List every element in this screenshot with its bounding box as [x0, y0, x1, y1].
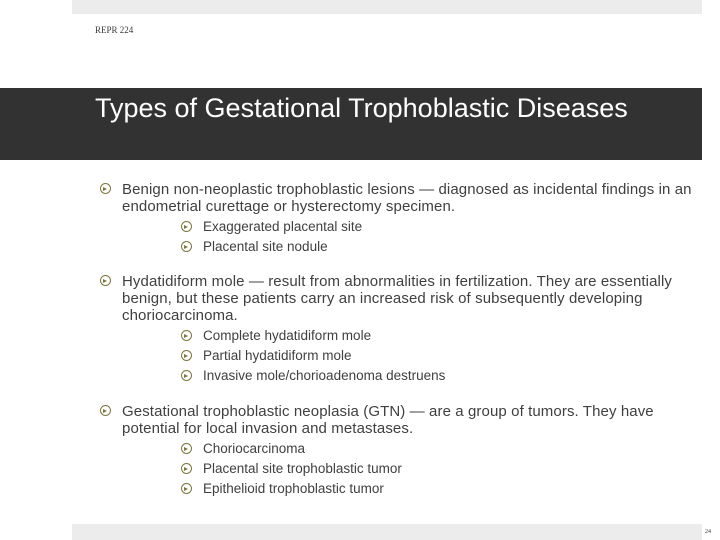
sub-bullet-text: Placental site nodule — [203, 239, 328, 254]
sub-bullet-text: Epithelioid trophoblastic tumor — [203, 481, 384, 496]
sub-bullet-item — [181, 439, 700, 459]
sub-bullet-text: Partial hydatidiform mole — [203, 348, 352, 363]
bullet-arrow-icon — [181, 241, 192, 252]
bullet-arrow-icon — [100, 275, 111, 286]
bullet-arrow-icon — [100, 183, 111, 194]
sub-bullet-item — [181, 459, 700, 479]
bullet-arrow-icon — [181, 463, 192, 474]
bullet-item — [100, 181, 700, 215]
sub-bullet-text: Invasive mole/chorioadenoma destruens — [203, 368, 446, 383]
sub-bullet-item — [181, 217, 700, 237]
sub-bullet-item — [181, 346, 700, 366]
sub-bullet-list — [100, 217, 700, 257]
sub-bullet-text: Exaggerated placental site — [203, 219, 363, 234]
sub-bullet-text: Placental site trophoblastic tumor — [203, 461, 402, 476]
sub-bullet-text: Complete hydatidiform mole — [203, 328, 372, 343]
bullet-text: Benign non-neoplastic trophoblastic lesions — diagnosed as incidental findings in an endometrial curettage or hysterectomy specimen. — [122, 181, 692, 215]
bullet-arrow-icon — [100, 405, 111, 416]
sub-bullet-item — [181, 326, 700, 346]
bullet-item — [100, 403, 700, 437]
page-number: 24 — [705, 529, 711, 535]
sub-bullet-item — [181, 479, 700, 499]
bullet-arrow-icon — [181, 370, 192, 381]
bullet-group-hydatidiform — [100, 273, 700, 386]
bullet-group-gtn — [100, 403, 700, 499]
bullet-list — [100, 181, 700, 515]
bullet-text: Gestational trophoblastic neoplasia (GTN) — are a group of tumors. They have potential for local invasion and metastases. — [122, 403, 654, 437]
sub-bullet-text: Choriocarcinoma — [203, 441, 306, 456]
bullet-arrow-icon — [181, 443, 192, 454]
top-decor-band — [72, 0, 702, 14]
slide-title: Types of Gestational Trophoblastic Diseases — [95, 93, 628, 123]
sub-bullet-list — [100, 439, 700, 499]
bullet-item — [100, 273, 700, 324]
bullet-arrow-icon — [181, 330, 192, 341]
bullet-group-benign — [100, 181, 700, 257]
bullet-arrow-icon — [181, 483, 192, 494]
bottom-decor-band — [72, 524, 702, 540]
bullet-text: Hydatidiform mole — result from abnormalities in fertilization. They are essentially benign, but these patients carry an increased risk of subsequently developing choriocarcinoma. — [122, 273, 672, 324]
sub-bullet-item — [181, 237, 700, 257]
bullet-arrow-icon — [181, 221, 192, 232]
course-label: REPR 224 — [95, 25, 134, 35]
sub-bullet-list — [100, 326, 700, 386]
bullet-arrow-icon — [181, 350, 192, 361]
sub-bullet-item — [181, 366, 700, 386]
